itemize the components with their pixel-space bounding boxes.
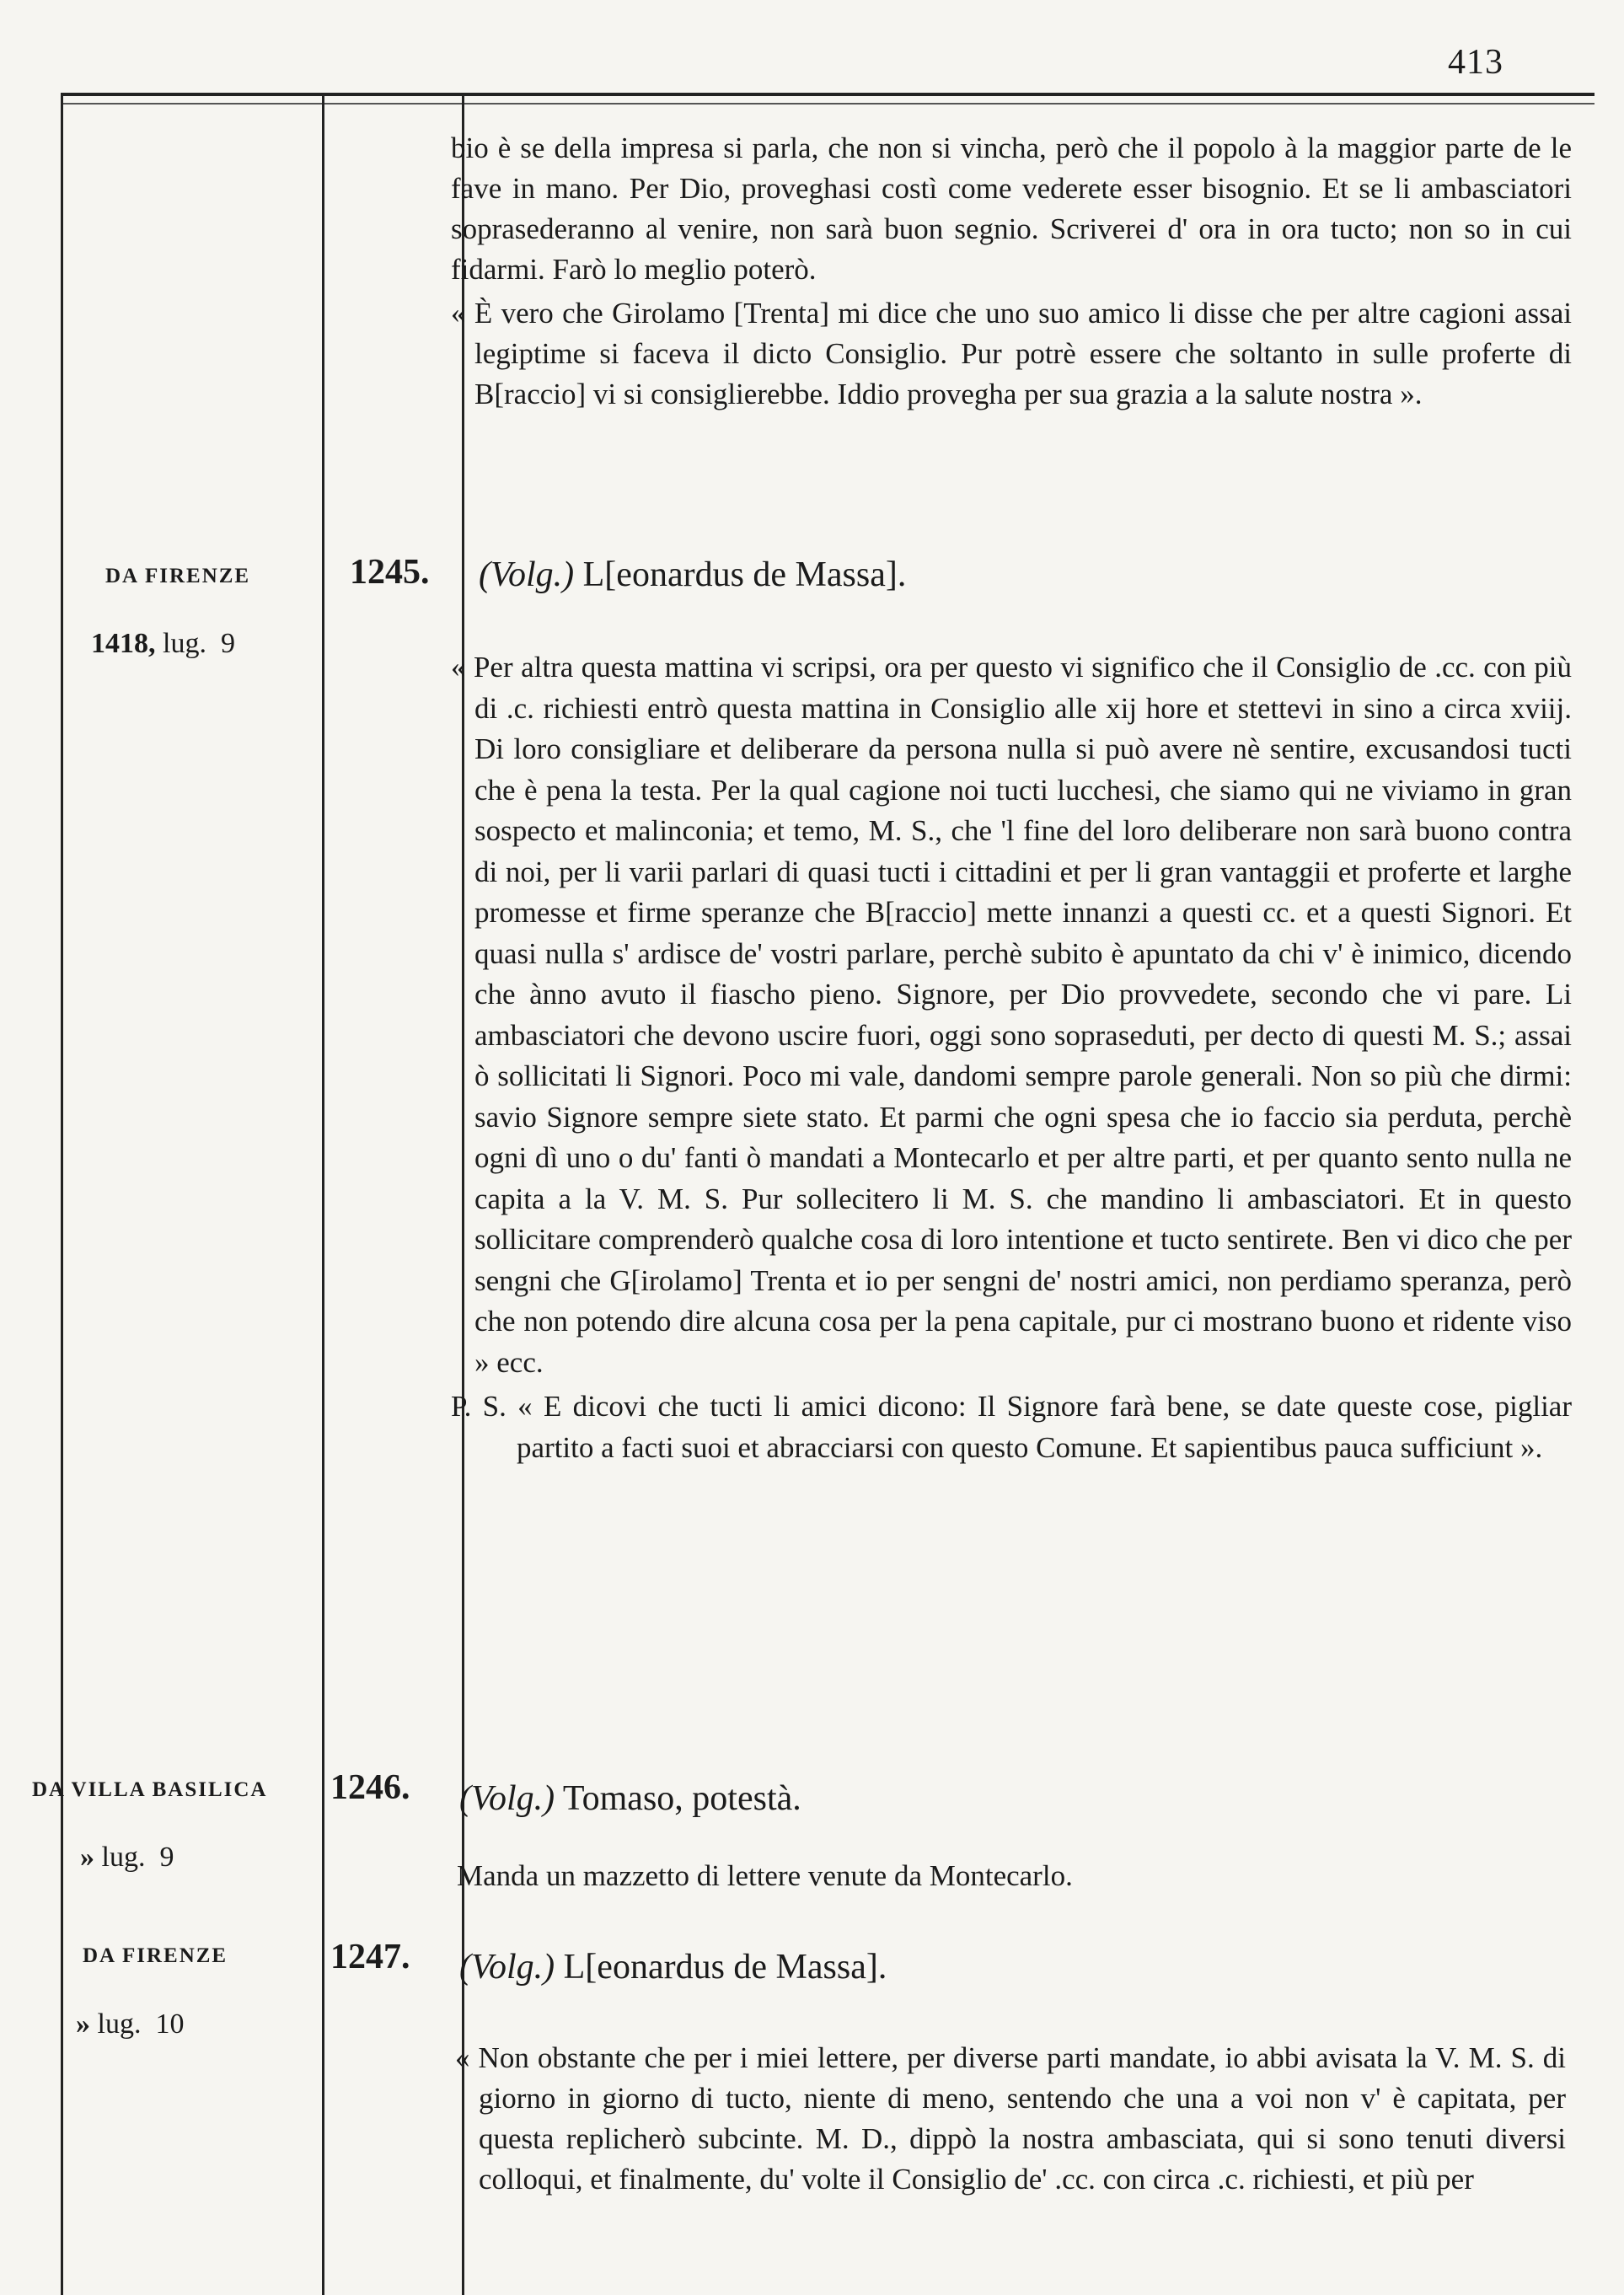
entry-number: 1245.: [350, 553, 430, 592]
entry-postscript: P. S. « E dicovi che tucti li amici dicono: Il Signore farà bene, se date queste cose, pigliar partito a facti suoi et abracciarsi con questo Comune. Et sapientibus pauca sufficiunt ».: [451, 1390, 1572, 1464]
entry-place: DA FIRENZE: [83, 1944, 228, 1967]
entry-year: »: [76, 2008, 90, 2040]
header-rule-thin: [61, 103, 1595, 105]
entry-place: DA VILLA BASILICA: [32, 1778, 268, 1801]
entry-heading: [459, 1778, 801, 1819]
entry-paragraph: « Per altra questa mattina vi scripsi, ora per questo vi significo che il Consiglio de .cc. con più di .c. richiesti entrò questa mattina in Consiglio alle xij hore et stettevi in sino a circa xviij. Di loro consigliare et deliberare da persona nulla si può avere nè sentire, excusandosi tucti che è pena la testa. Per la qual cagione noi tucti lucchesi, che siamo qui ne viviamo in gran sospecto et malinconia; et temo, M. S., che 'l fine del loro deliberare non sarà buono contra di noi, per li varii parlari di quasi tucti i cittadini et per li gran vantaggii et proferte et larghe promesse et firme speranze che B[raccio] mette innanzi a questi cc. et a questi Signori. Et quasi nulla s' ardisce de' vostri parlare, perchè subito è apuntato da chi v' è inimico, dicendo che ànno avuto il fiascho pieno. Signore, per Dio provvedete, secondo che vi pare. Li ambasciatori che devono uscire fuori, oggi sono sopraseduti, per decto di questi M. S.; assai ò sollicitati li Signori. Poco mi vale, dandomi sempre parole generali. Non so più che dirmi: savio Signore sempre siete stato. Et parmi che ogni spesa che io faccio sia perduta, perchè ogni dì uno o du' fanti ò mandati a Montecarlo et per altre parti, et per quanto sento nulla ne capita a la V. M. S. Pur sollecitero li M. S. che mandino li ambasciatori. Et in questo sollicitare comprenderò qualche cosa di loro intentione et tucto sentirete. Ben vi dico che per sengni che G[irolamo] Trenta et io per sengni de' nostri amici, non perdiamo speranza, però che non potendo dire alcuna cosa per la pena capitale, pur ci mostrano buono et ridente viso » ecc.: [451, 651, 1572, 1379]
entry-heading: [459, 1947, 887, 1987]
entry-paragraph: « Non obstante che per i miei lettere, per diverse parti mandate, io abbi avisata la V. M. S. di giorno in giorno di tucto, niente di meno, sentendo che una a voi non v' è capitata, per questa replicherò subcinte. M. D., dippò la nostra ambasciata, qui si sono tenuti diversi colloqui, et finalmente, du' volte il Consiglio de' .cc. con circa .c. richiesti, et più per: [455, 2041, 1566, 2196]
entry-heading: [479, 555, 906, 595]
entry-sender: L[eonardus de Massa].: [563, 1948, 887, 1987]
entry-date: [80, 1842, 174, 1874]
continuation-text: [451, 128, 1572, 415]
entry-number: 1246.: [330, 1768, 410, 1807]
entry-body: [455, 2038, 1566, 2200]
entry-year: 1418,: [91, 628, 156, 659]
entry-year: »: [80, 1842, 94, 1873]
entry-place: DA FIRENZE: [105, 565, 251, 587]
entry-number: 1247.: [330, 1938, 410, 1976]
entry-date: [76, 2008, 184, 2040]
entry-summary: Manda un mazzetto di lettere venute da Montecarlo.: [457, 1859, 1073, 1892]
margin-rule-dateline: [322, 93, 324, 2295]
entry-sender: L[eonardus de Massa].: [582, 555, 907, 594]
entry-date: [91, 628, 235, 660]
entry-sender: Tomaso, potestà.: [562, 1779, 801, 1818]
header-rule: [61, 93, 1595, 96]
entry-body: [451, 647, 1572, 1468]
entry-day: lug. 9: [163, 628, 235, 659]
continuation-paragraph: « È vero che Girolamo [Trenta] mi dice che uno suo amico li disse che per altre cagioni assai legiptime si faceva il dicto Consiglio. Pur potrè essere che soltanto in sulle proferte di B[raccio] vi si consiglierebbe. Iddio provegha per sua grazia a la salute nostra ».: [451, 297, 1572, 410]
entry-day: lug. 9: [101, 1842, 174, 1873]
margin-rule-left: [61, 93, 63, 2295]
entry-day: lug. 10: [97, 2008, 185, 2040]
volg-label: (Volg.): [459, 1948, 555, 1987]
volg-label: (Volg.): [479, 555, 575, 594]
volg-label: (Volg.): [459, 1779, 555, 1818]
page-number: 413: [1448, 43, 1503, 82]
continuation-paragraph: bio è se della impresa si parla, che non si vincha, però che il popolo à la maggior parte de le fave in mano. Per Dio, proveghasi costì come vederete esser bisognio. Et se li ambasciatori soprasederanno al venire, non sarà buon segnio. Scriverei d' ora in ora tucto; non so in cui fidarmi. Farò lo meglio poterò.: [451, 131, 1572, 286]
